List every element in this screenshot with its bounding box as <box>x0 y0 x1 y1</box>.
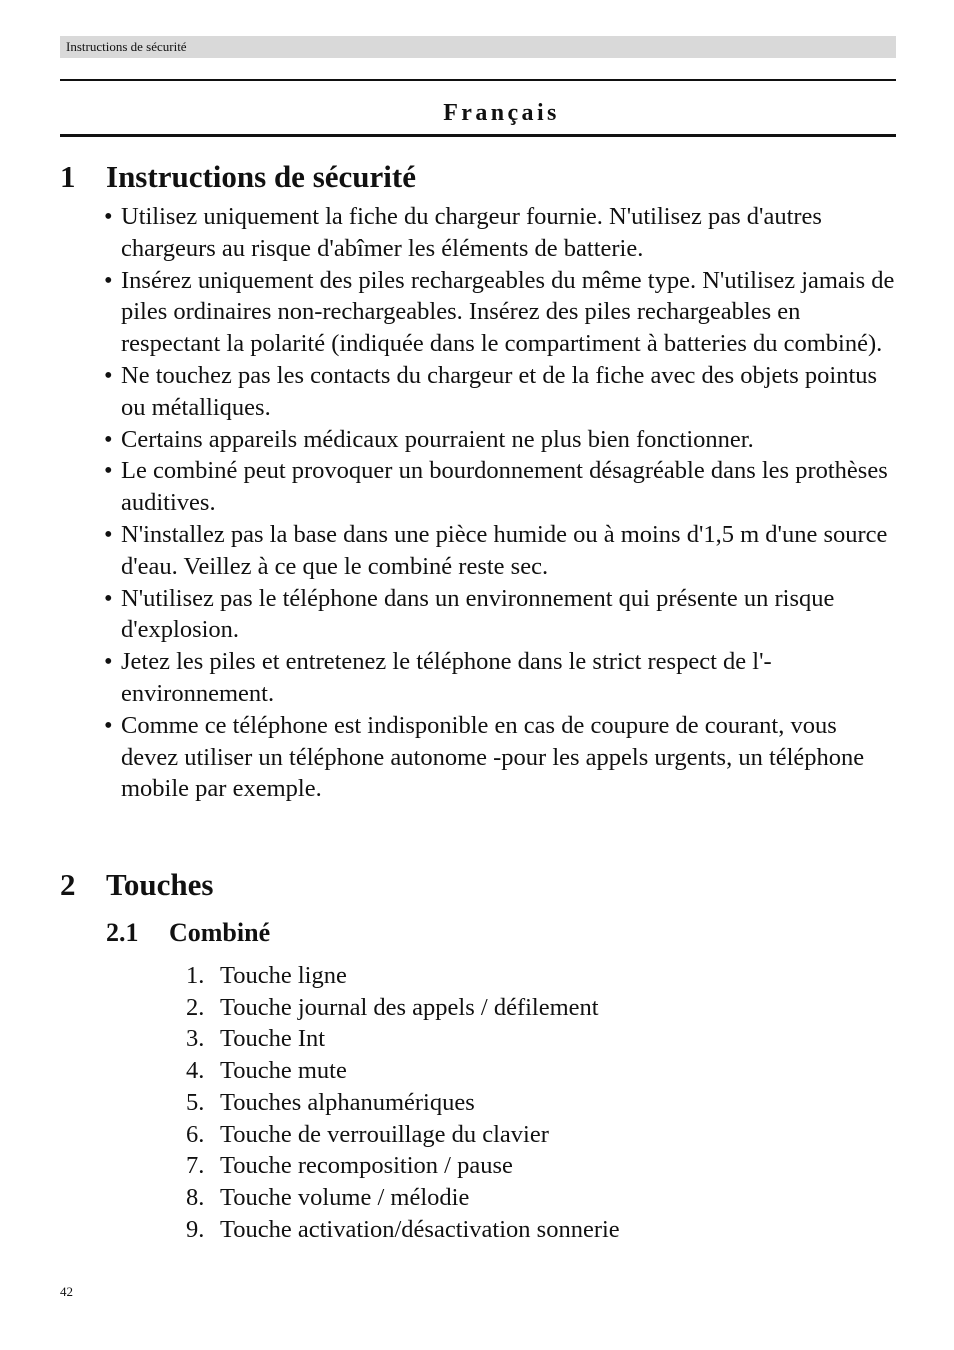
key-item <box>186 992 886 1024</box>
running-header <box>60 36 896 58</box>
key-item-label: Touche Int <box>220 1025 326 1053</box>
key-item-number: 7. <box>186 1152 205 1180</box>
key-item-label: Touche de verrouillage du clavier <box>220 1120 549 1148</box>
section-2-heading <box>60 867 213 903</box>
key-item-number: 5. <box>186 1088 205 1116</box>
subsection-2-1-number: 2.1 <box>106 918 139 947</box>
safety-item: • Utilisez uniquement la fiche du chargeur fournie. N'utilisez pas d'autres chargeurs au risque d'abîmer les éléments de batterie. <box>104 201 896 265</box>
key-item <box>186 1023 886 1055</box>
subsection-2-1-title: Combiné <box>169 918 271 947</box>
safety-item: • Insérez uniquement des piles rechargeables du même type. N'utilisez jamais de piles ordinaires non-rechargeables. Insérez des piles rechargeables en respectant la polarité (indiquée dans le compartiment à batteries du combiné). <box>104 265 896 360</box>
key-item <box>186 1087 886 1119</box>
key-item-label: Touche ligne <box>220 962 347 989</box>
key-item <box>186 1055 886 1087</box>
key-item-label: Touches alphanumériques <box>220 1088 475 1116</box>
key-item <box>186 960 886 992</box>
key-item-number: 8. <box>186 1183 205 1211</box>
top-divider <box>60 79 896 81</box>
safety-item: • Ne touchez pas les contacts du chargeur et de la fiche avec des objets pointus ou métalliques. <box>104 360 896 424</box>
safety-item: • N'installez pas la base dans une pièce humide ou à moins d'1,5 m d'une source d'eau. Veillez à ce que le combiné reste sec. <box>104 519 896 583</box>
key-item-label: Touche activation/désactivation sonnerie <box>220 1215 620 1243</box>
key-item-label: Touche volume / mélodie <box>220 1183 470 1211</box>
section-1-number: 1 <box>60 159 76 194</box>
safety-item: • Le combiné peut provoquer un bourdonnement désagréable dans les prothèses auditives. <box>104 455 896 519</box>
running-header-title: Instructions de sécurité <box>66 39 187 54</box>
key-item <box>186 1214 886 1246</box>
key-item-number: 2. <box>186 993 205 1021</box>
key-item-number: 9. <box>186 1215 205 1243</box>
key-item-label: Touche mute <box>220 1057 347 1085</box>
safety-instructions-list <box>104 201 896 805</box>
key-item-number: 3. <box>186 1025 205 1053</box>
key-item-number: 4. <box>186 1057 205 1085</box>
section-1-title: Instructions de sécurité <box>106 159 416 194</box>
safety-item: • Jetez les piles et entretenez le téléphone dans le strict respect de l'-environnement. <box>104 646 896 710</box>
safety-item: • Certains appareils médicaux pourraient ne plus bien fonctionner. <box>104 424 896 456</box>
section-1-heading <box>60 159 416 195</box>
bottom-divider <box>60 134 896 137</box>
section-2-number: 2 <box>60 867 76 902</box>
key-item-number: 6. <box>186 1120 205 1148</box>
section-2-title: Touches <box>106 867 214 902</box>
key-item-label: Touche recomposition / pause <box>220 1152 513 1180</box>
subsection-2-1-heading <box>106 916 270 950</box>
language-label: Français <box>443 100 560 126</box>
key-item <box>186 1119 886 1151</box>
key-item-label: Touche journal des appels / défilement <box>220 993 599 1021</box>
safety-item: • Comme ce téléphone est indisponible en cas de coupure de courant, vous devez utiliser un téléphone autonome -pour les appels urgents, un téléphone mobile par exemple. <box>104 710 896 805</box>
key-item-number: 1. <box>186 962 205 989</box>
handset-keys-list <box>186 960 886 1245</box>
key-item <box>186 1182 886 1214</box>
safety-item: • N'utilisez pas le téléphone dans un environnement qui présente un risque d'explosion. <box>104 583 896 647</box>
key-item <box>186 1150 886 1182</box>
page-number: 42 <box>60 1284 73 1299</box>
